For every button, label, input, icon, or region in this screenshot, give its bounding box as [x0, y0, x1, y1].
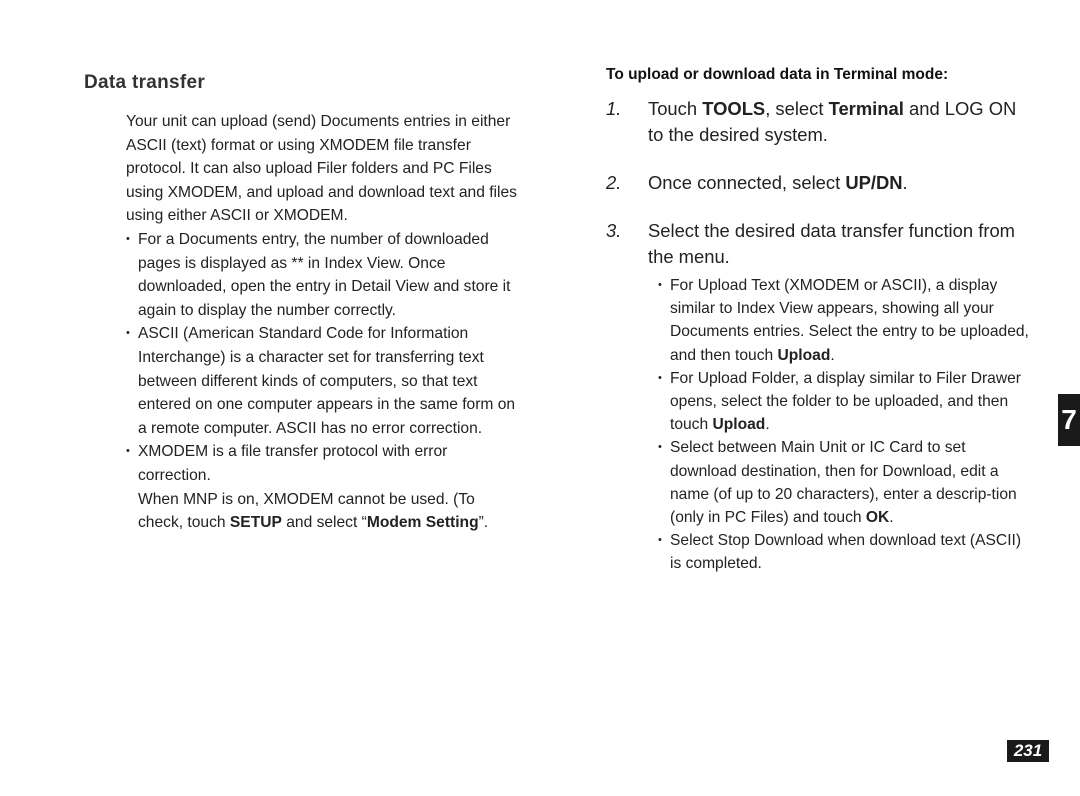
note-text-c: ”.: [478, 514, 489, 532]
modem-setting-label: Modem Setting: [366, 514, 479, 532]
ok-label: OK: [865, 509, 890, 527]
tools-label: TOOLS: [702, 98, 766, 119]
left-column: [84, 72, 524, 535]
option-upload-folder-a: For Upload Folder, a display similar to Filer Drawer opens, select the folder to be uploaded, and then touch: [670, 369, 1021, 434]
upload-label: Upload: [712, 416, 766, 434]
bullet-documents-entry: • For a Documents entry, the number of downloaded pages is displayed as ** in Index View. Once downloaded, open the entry in Detail View and store it again to display the number correctly.: [126, 228, 524, 322]
note-text-b: and select “: [281, 514, 367, 532]
option-upload-text-c: .: [830, 346, 835, 364]
option-download-destination: [658, 436, 1036, 529]
step-1: [606, 96, 1036, 148]
bullet-ascii: • ASCII (American Standard Code for Information Interchange) is a character set for transferring text between different kinds of computers, so that text entered on one computer appears in the same form on a remote computer. ASCII has no error correction.: [126, 322, 524, 440]
step-1-text-a: Touch: [648, 98, 703, 119]
step-1-text-b: , select: [765, 98, 829, 119]
step-1-number: 1.: [606, 98, 622, 119]
step-3-options: [658, 274, 1036, 576]
option-upload-folder: [658, 367, 1036, 437]
option-upload-text-a: For Upload Text (XMODEM or ASCII), a display similar to Index View appears, showing all your Documents entries. Select the entry to be uploaded, and then touch: [670, 277, 1029, 364]
option-download-a: Select between Main Unit or IC Card to set download destination, then for Download, edit a name (of up to 20 characters), enter a descrip-tion (only in PC Files) and touch: [670, 439, 1017, 527]
terminal-label: Terminal: [828, 98, 904, 119]
step-3: [606, 218, 1036, 270]
option-download-c: .: [889, 509, 894, 527]
procedure-heading: To upload or download data in Terminal mode:: [606, 66, 949, 83]
section-title: Data transfer: [84, 72, 206, 93]
setup-label: SETUP: [229, 514, 282, 532]
info-bullets: [126, 228, 524, 488]
step-1-text-c: and LOG ON to the desired system.: [648, 98, 1017, 145]
option-upload-folder-c: .: [765, 416, 770, 434]
option-stop-download: • Select Stop Download when download text (ASCII) is completed.: [658, 529, 1036, 575]
right-column: [606, 66, 1036, 576]
step-2-text-a: Once connected, select: [648, 172, 846, 193]
page-number: 231: [1007, 740, 1049, 762]
option-upload-text: [658, 274, 1036, 367]
left-body: [126, 110, 524, 535]
upload-label: Upload: [777, 346, 831, 364]
step-2: [606, 170, 1036, 196]
step-2-text-b: .: [902, 172, 908, 193]
intro-paragraph: Your unit can upload (send) Documents entries in either ASCII (text) format or using XMODEM file transfer protocol. It can also upload Filer folders and PC Files using XMODEM, and upload and download text and files using either ASCII or XMODEM.: [126, 113, 517, 225]
step-2-number: 2.: [606, 172, 622, 193]
note-text-a: When MNP is on, XMODEM cannot be used. (To check, touch: [138, 490, 475, 532]
bullet-xmodem: • XMODEM is a file transfer protocol with error correction.: [126, 440, 524, 487]
chapter-tab: 7: [1058, 394, 1080, 446]
updn-label: UP/DN: [845, 172, 903, 193]
step-3-number: 3.: [606, 220, 622, 241]
step-3-text: Select the desired data transfer function from the menu.: [648, 220, 1015, 267]
mnp-note: [126, 488, 524, 535]
